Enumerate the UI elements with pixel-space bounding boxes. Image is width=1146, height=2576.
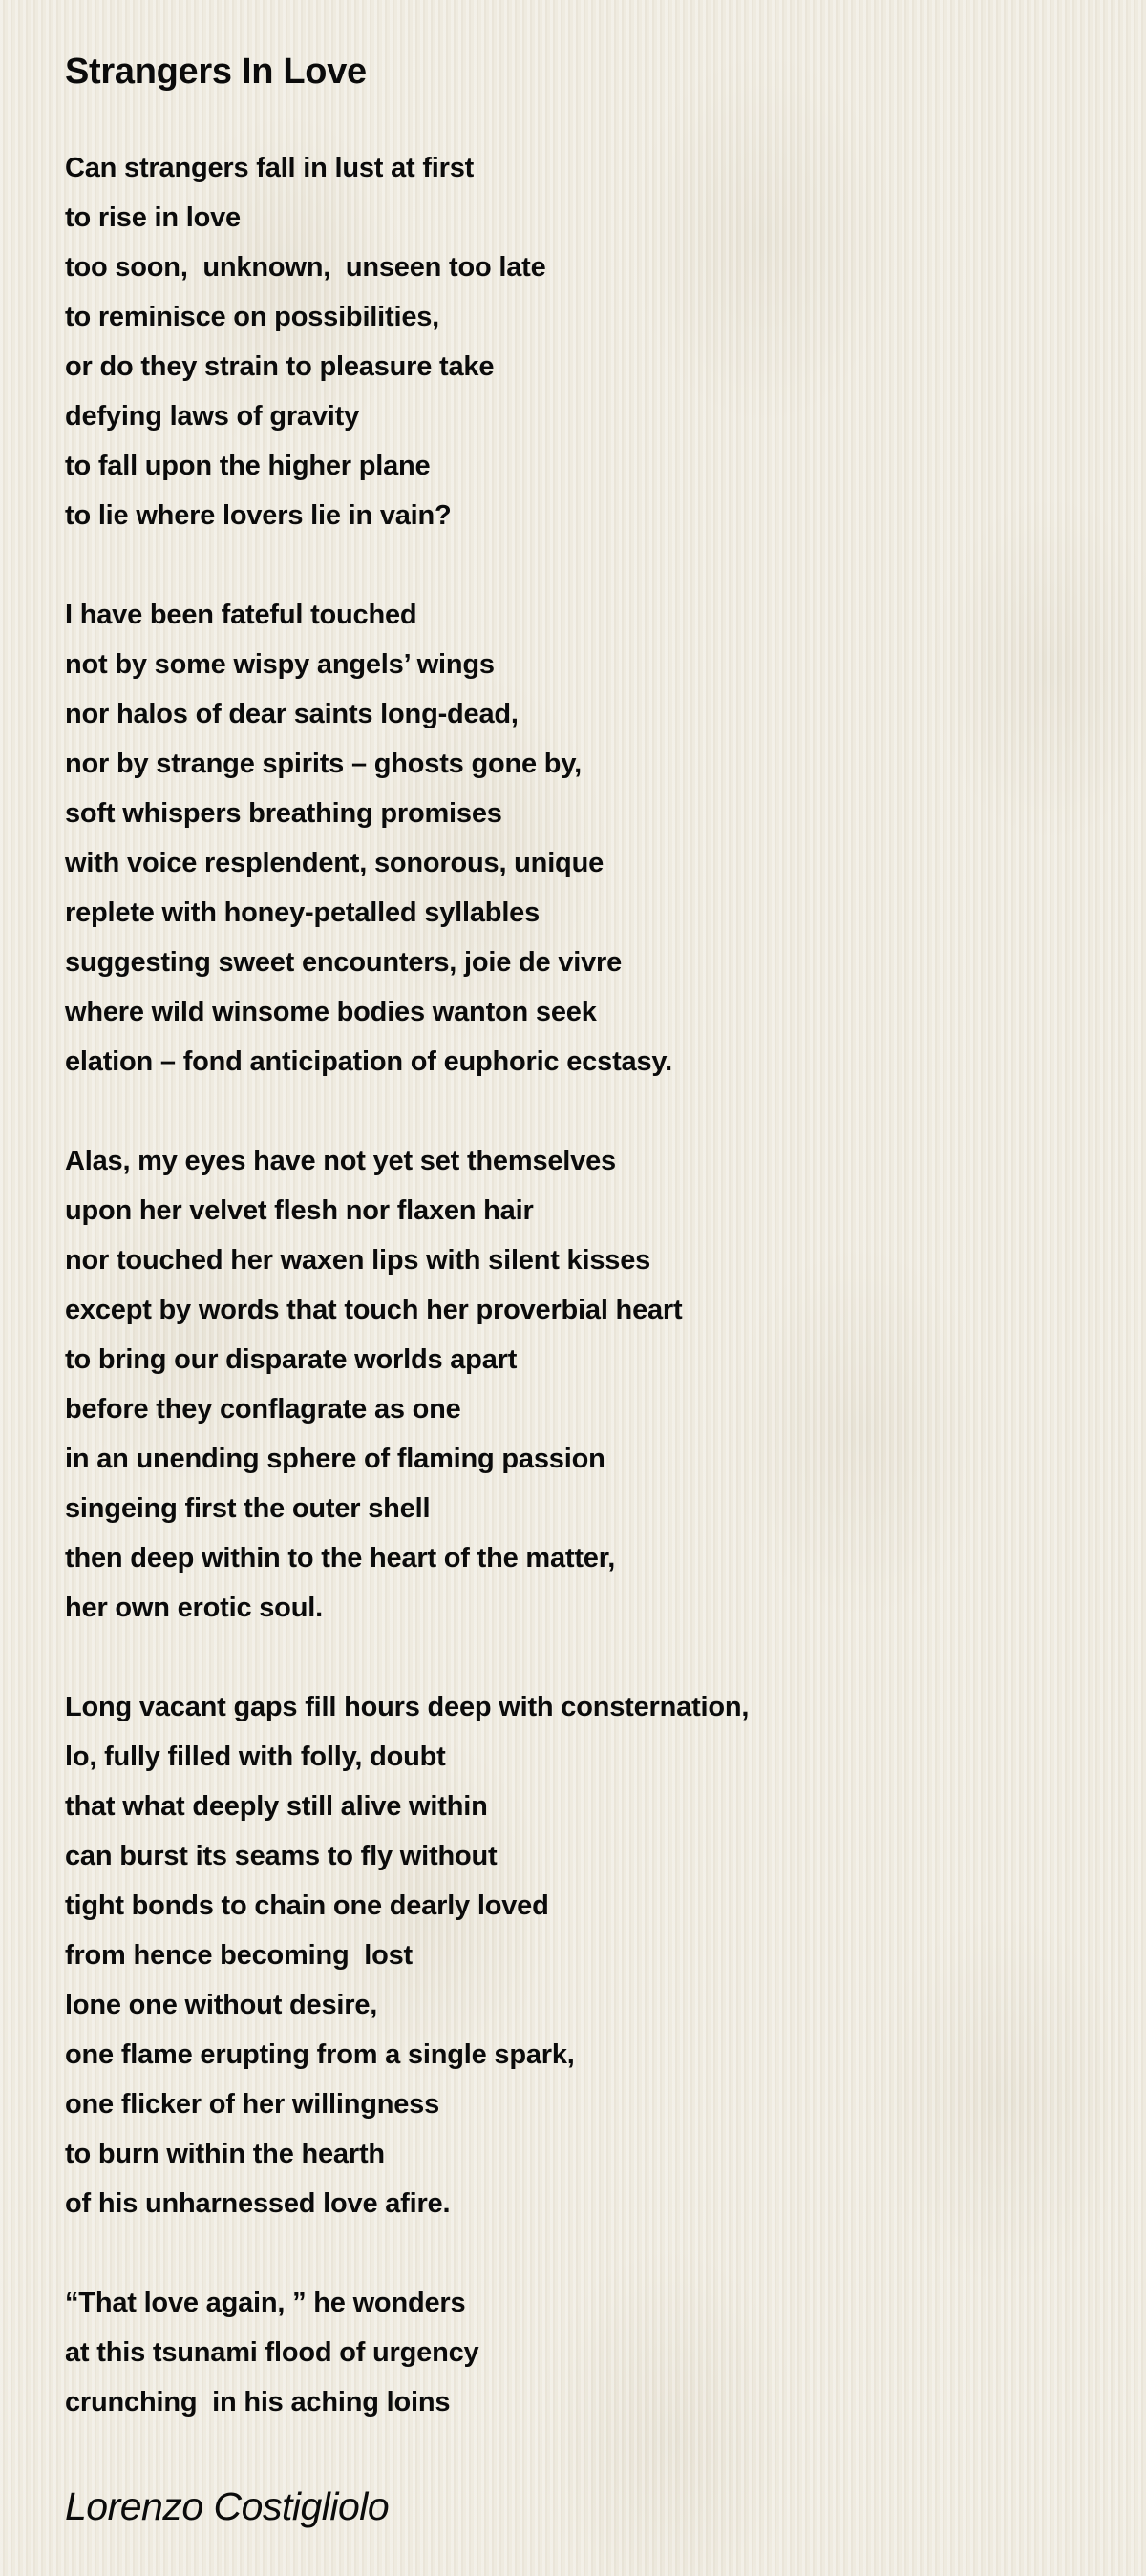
poem-line: from hence becoming lost — [65, 1940, 413, 1971]
poem-line: in an unending sphere of flaming passion — [65, 1444, 605, 1474]
poem-line: where wild winsome bodies wanton seek — [65, 997, 597, 1027]
poem-line: I have been fateful touched — [65, 600, 417, 630]
stanza-1 — [65, 143, 749, 540]
poem-line: to bring our disparate worlds apart — [65, 1344, 518, 1375]
poem-line: lo, fully filled with folly, doubt — [65, 1742, 446, 1772]
poem-line: can burst its seams to fly without — [65, 1841, 498, 1871]
poem-line: or do they strain to pleasure take — [65, 351, 495, 382]
stanza-5 — [65, 2278, 749, 2427]
poem-line: defying laws of gravity — [65, 401, 360, 432]
poem-line: to burn within the hearth — [65, 2139, 385, 2169]
poem-line: nor halos of dear saints long-dead, — [65, 699, 519, 729]
poem-line: suggesting sweet encounters, joie de vivre — [65, 947, 623, 978]
poem-line: singeing first the outer shell — [65, 1493, 431, 1524]
poem-line: not by some wispy angels’ wings — [65, 649, 495, 680]
stanza-3 — [65, 1136, 749, 1633]
poem-line: crunching in his aching loins — [65, 2387, 451, 2418]
poem-line: before they conflagrate as one — [65, 1394, 461, 1425]
poem-line: nor by strange spirits – ghosts gone by, — [65, 749, 582, 779]
poem-line: of his unharnessed love afire. — [65, 2188, 451, 2219]
poem-line: replete with honey-petalled syllables — [65, 897, 541, 928]
poem-line: to rise in love — [65, 202, 241, 233]
poem-line: to reminisce on possibilities, — [65, 302, 440, 332]
poem-line: Alas, my eyes have not yet set themselves — [65, 1146, 616, 1176]
poem-line: then deep within to the heart of the matter, — [65, 1543, 616, 1573]
poem-line: “That love again, ” he wonders — [65, 2288, 466, 2318]
stanza-4 — [65, 1682, 749, 2228]
poem-body — [65, 143, 749, 2477]
poem-line: one flicker of her willingness — [65, 2089, 440, 2120]
poem-line: elation – fond anticipation of euphoric ecstasy. — [65, 1046, 673, 1077]
poem-title: Strangers In Love — [65, 52, 367, 92]
poem-line: one flame erupting from a single spark, — [65, 2039, 575, 2070]
poem-line: that what deeply still alive within — [65, 1791, 488, 1822]
poem-line: tight bonds to chain one dearly loved — [65, 1890, 549, 1921]
poem-line: too soon, unknown, unseen too late — [65, 252, 546, 283]
poem-line: upon her velvet flesh nor flaxen hair — [65, 1195, 534, 1226]
poem-line: nor touched her waxen lips with silent kisses — [65, 1245, 651, 1276]
poem-line: except by words that touch her proverbial heart — [65, 1295, 683, 1325]
poem-line: with voice resplendent, sonorous, unique — [65, 848, 605, 878]
poem-line: Can strangers fall in lust at first — [65, 153, 475, 183]
poem-line: Long vacant gaps fill hours deep with consternation, — [65, 1692, 750, 1722]
poem-line: to lie where lovers lie in vain? — [65, 500, 452, 531]
stanza-2 — [65, 590, 749, 1087]
poem-line: lone one without desire, — [65, 1990, 378, 2020]
poem-line: to fall upon the higher plane — [65, 451, 431, 481]
poem-line: soft whispers breathing promises — [65, 798, 502, 829]
poem-line: her own erotic soul. — [65, 1593, 323, 1623]
poem-line: at this tsunami flood of urgency — [65, 2337, 479, 2368]
poem-author: Lorenzo Costigliolo — [65, 2484, 390, 2528]
